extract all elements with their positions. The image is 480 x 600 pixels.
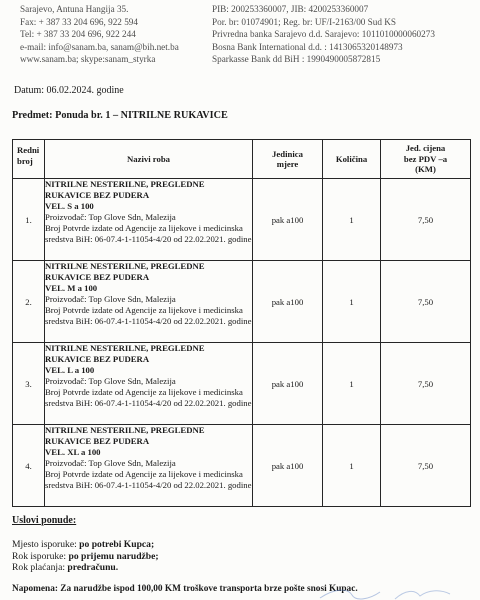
table-row xyxy=(13,261,471,343)
item-size: VEL. S a 100 xyxy=(45,200,94,211)
header-name-line: Nazivi roba xyxy=(126,153,171,164)
letterhead-address: Sarajevo, Antuna Hangija 35. xyxy=(20,4,129,14)
header-price xyxy=(381,140,471,179)
item-certificate: Broj Potvrde izdate od Agencije za lijekove i medicinska sredstva BiH: 06-07.4-1-11054-4/20 od 22.02.2021. godine xyxy=(45,386,252,408)
header-quantity xyxy=(323,140,381,179)
item-title: NITRILNE NESTERILNE, PREGLEDNE RUKAVICE BEZ PUDERA xyxy=(45,179,205,200)
header-unit-line: mjere xyxy=(276,159,299,169)
term-label: Rok isporuke: xyxy=(12,550,67,562)
item-title: NITRILNE NESTERILNE, PREGLEDNE RUKAVICE BEZ PUDERA xyxy=(45,343,205,364)
header-number-line: broj xyxy=(17,155,33,166)
item-description xyxy=(45,343,253,425)
subject-value: Ponuda br. 1 – NITRILNE RUKAVICE xyxy=(55,110,228,121)
row-number: 2. xyxy=(13,261,45,343)
term-value: predračunu. xyxy=(67,562,119,573)
date-label: Datum: xyxy=(14,85,44,96)
offer-table xyxy=(12,139,471,507)
item-price: 7,50 xyxy=(381,179,471,261)
table-header-row xyxy=(13,140,471,179)
header-unit xyxy=(253,140,323,179)
letterhead-bank-3: Sparkasse Bank dd BiH : 1990490005872815 xyxy=(212,54,381,64)
document-subject xyxy=(12,110,228,121)
signature-mark xyxy=(300,586,465,600)
letterhead-phone: Tel: + 387 33 204 696, 922 244 xyxy=(20,29,136,39)
header-number xyxy=(13,140,45,179)
row-number: 3. xyxy=(13,343,45,425)
header-unit-line: Jedinica xyxy=(272,148,303,159)
term-delivery-place xyxy=(12,539,159,551)
letterhead-registry xyxy=(212,3,435,66)
item-quantity: 1 xyxy=(323,343,381,425)
item-manufacturer: Proizvođač: Top Glove Sdn, Malezija xyxy=(45,457,176,468)
letterhead-web: www.sanam.ba; skype:sanam_styrka xyxy=(20,54,156,64)
item-size: VEL. XL a 100 xyxy=(45,446,101,457)
item-unit: pak a100 xyxy=(253,179,323,261)
term-value: po prijemu narudžbe; xyxy=(68,550,159,562)
item-price: 7,50 xyxy=(381,343,471,425)
letterhead-bank-2: Bosna Bank International d.d. : 1413065320148973 xyxy=(212,41,403,52)
item-unit: pak a100 xyxy=(253,261,323,343)
date-value: 06.02.2024. godine xyxy=(46,85,124,96)
item-title: NITRILNE NESTERILNE, PREGLEDNE RUKAVICE BEZ PUDERA xyxy=(45,425,205,446)
header-price-line: (KM) xyxy=(415,164,436,175)
letterhead-tax-ids: PIB: 200253360007, JIB: 4200253360007 xyxy=(212,4,369,14)
header-quantity-line: Količina xyxy=(335,153,368,164)
item-quantity: 1 xyxy=(323,425,381,507)
item-price: 7,50 xyxy=(381,261,471,343)
letterhead-bank-1: Privredna banka Sarajevo d.d. Sarajevo: 1011010000060273 xyxy=(212,29,435,39)
item-description xyxy=(45,179,253,261)
header-number-line: Redni xyxy=(17,145,40,155)
note-label: Napomena: xyxy=(12,584,58,594)
item-manufacturer: Proizvođač: Top Glove Sdn, Malezija xyxy=(45,293,176,304)
item-description xyxy=(45,425,253,507)
item-manufacturer: Proizvođač: Top Glove Sdn, Malezija xyxy=(45,211,176,222)
item-certificate: Broj Potvrde izdate od Agencije za lijekove i medicinska sredstva BiH: 06-07.4-1-11054-4/20 od 22.02.2021. godine xyxy=(45,304,252,326)
header-price-line: Jed. cijena xyxy=(405,143,446,154)
table-row xyxy=(13,343,471,425)
term-payment xyxy=(12,562,159,574)
item-manufacturer: Proizvođač: Top Glove Sdn, Malezija xyxy=(45,375,176,386)
term-label: Mjesto isporuke: xyxy=(12,539,77,550)
term-delivery-time xyxy=(12,551,159,563)
item-size: VEL. M a 100 xyxy=(45,282,98,293)
letterhead-fax: Fax: + 387 33 204 696, 922 594 xyxy=(20,16,138,27)
item-price: 7,50 xyxy=(381,425,471,507)
table-row xyxy=(13,179,471,261)
item-unit: pak a100 xyxy=(253,425,323,507)
item-size: VEL. L a 100 xyxy=(45,364,95,375)
item-quantity: 1 xyxy=(323,261,381,343)
item-unit: pak a100 xyxy=(253,343,323,425)
subject-label: Predmet: xyxy=(12,110,53,121)
term-label: Rok plaćanja: xyxy=(12,562,66,573)
document-date xyxy=(14,85,124,96)
item-certificate: Broj Potvrde izdate od Agencije za lijekove i medicinska sredstva BiH: 06-07.4-1-11054-4/20 od 22.02.2021. godine xyxy=(45,222,252,244)
note-text: Za narudžbe ispod 100,00 KM troškove transporta brze pošte snosi Kupac. xyxy=(60,584,358,594)
header-name xyxy=(45,140,253,179)
row-number: 4. xyxy=(13,425,45,507)
item-description xyxy=(45,261,253,343)
letterhead-contact xyxy=(20,3,179,66)
item-certificate: Broj Potvrde izdate od Agencije za lijekove i medicinska sredstva BiH: 06-07.4-1-11054-4/20 od 22.02.2021. godine xyxy=(45,468,252,490)
terms-heading: Uslovi ponude: xyxy=(12,515,77,526)
row-number: 1. xyxy=(13,179,45,261)
table-row xyxy=(13,425,471,507)
term-value: po potrebi Kupca; xyxy=(79,539,155,550)
header-price-line: bez PDV –a xyxy=(403,153,448,164)
letterhead-registration: Por. br: 01074901; Reg. br: UF/I-2163/00 Sud KS xyxy=(212,16,397,27)
terms-list xyxy=(12,539,159,574)
item-quantity: 1 xyxy=(323,179,381,261)
letterhead-email: e-mail: info@sanam.ba, sanam@bih.net.ba xyxy=(20,41,179,52)
item-title: NITRILNE NESTERILNE, PREGLEDNE RUKAVICE BEZ PUDERA xyxy=(45,261,205,282)
